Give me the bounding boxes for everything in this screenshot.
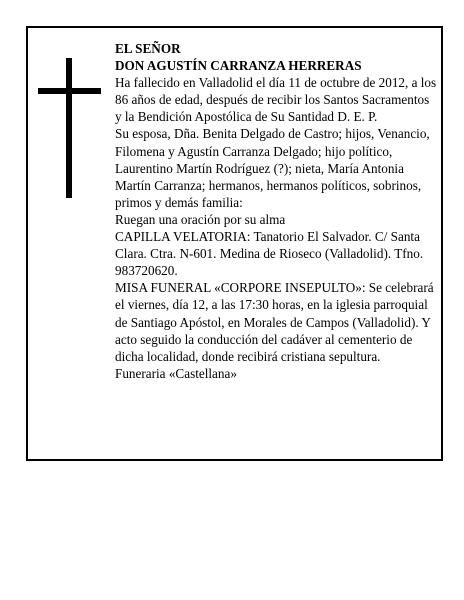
chapel-info: CAPILLA VELATORIA: Tanatorio El Salvador. C/ Santa Clara. Ctra. N-601. Medina de Rioseco (Valladolid). Tfno. 983720620. bbox=[115, 229, 424, 279]
obituary-notice bbox=[26, 26, 443, 461]
cross-horizontal-bar bbox=[38, 88, 101, 94]
funeral-mass-info: MISA FUNERAL «CORPORE INSEPULTO»: Se celebrará el viernes, día 12, a las 17:30 horas, en la iglesia parroquial de Santiago Apóstol, en Morales de Campos (Valladolid). Y acto seguido la conducción del cadáver al cementerio de dicha localidad, donde recibirá cristiana sepultura. bbox=[115, 280, 434, 364]
family-list: Su esposa, Dña. Benita Delgado de Castro; hijos, Venancio, Filomena y Agustín Carranza Delgado; hijo político, Laurentino Martín Rodríguez (?); nieta, María Antonia Martín Carranza; hermanos, hermanos políticos, sobrinos, primos y demás familia: bbox=[115, 126, 430, 210]
deceased-name: DON AGUSTÍN CARRANZA HERRERAS bbox=[115, 58, 362, 74]
death-announcement: Ha fallecido en Valladolid el día 11 de octubre de 2012, a los 86 años de edad, después de recibir los Santos Sacramentos y la Bendición Apostólica de Su Santidad D. E. P. bbox=[115, 75, 437, 125]
cross-vertical-bar bbox=[66, 58, 72, 198]
honorific-title: EL SEÑOR bbox=[115, 41, 181, 56]
funeral-home: Funeraria «Castellana» bbox=[115, 365, 237, 381]
prayer-request: Ruegan una oración por su alma bbox=[115, 211, 286, 227]
obituary-text bbox=[115, 40, 437, 382]
